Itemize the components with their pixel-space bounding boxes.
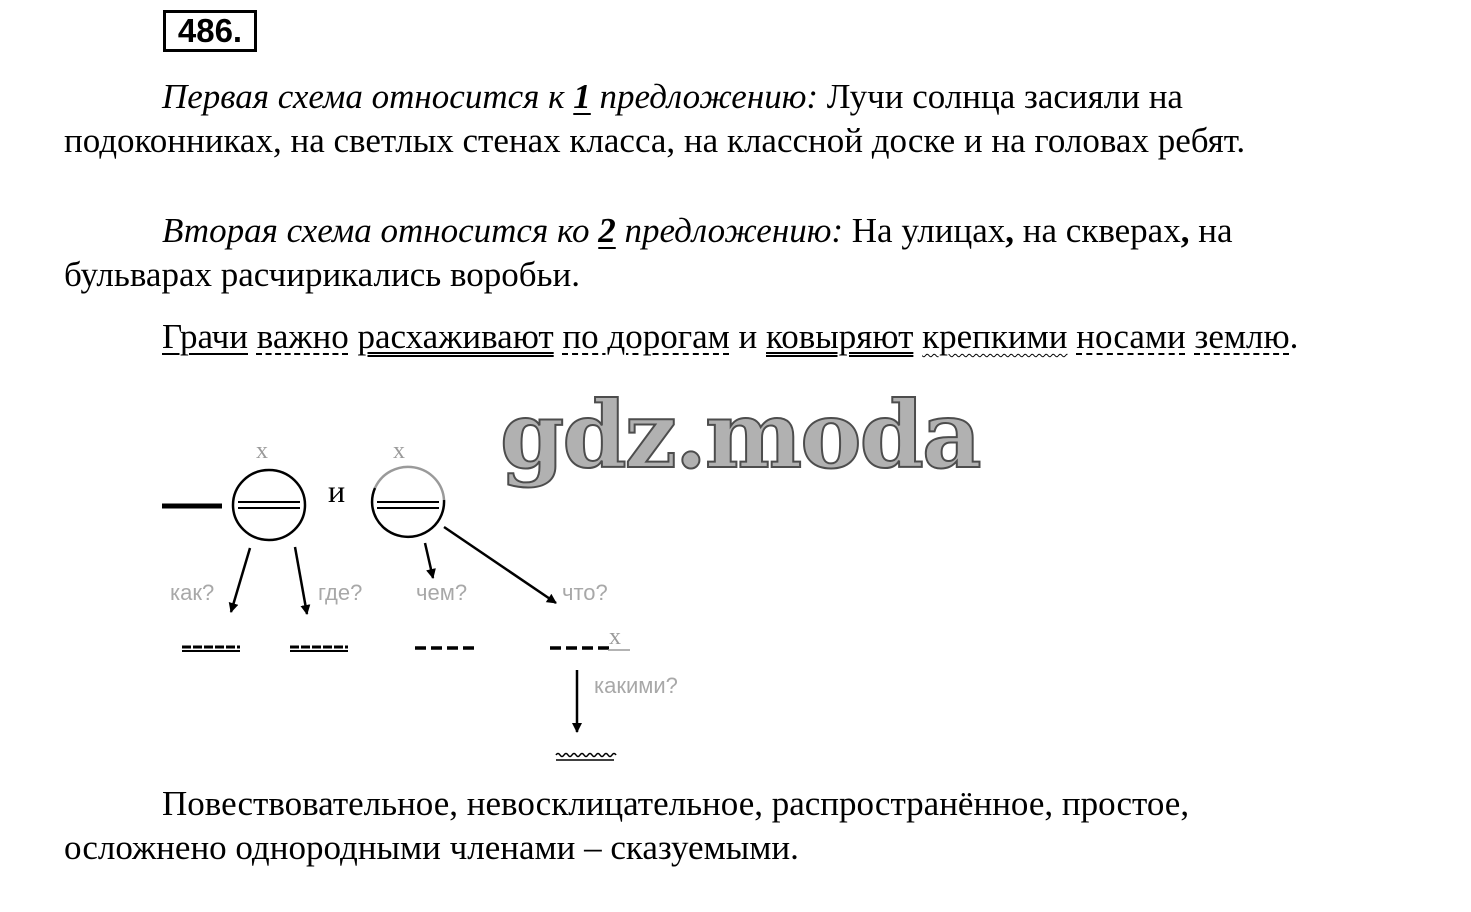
conjunction-label: и [328, 473, 346, 509]
x-mark-1: х [256, 438, 268, 464]
parsed-sentence: Грачи важно расхаживают по дорогам и ковыряют крепкими носами землю. [162, 317, 1299, 356]
question-what: что? [562, 580, 608, 605]
object-word-2: землю [1194, 317, 1290, 356]
predicate-word-1: расхаживают [357, 317, 554, 356]
question-where: где? [318, 580, 363, 605]
subject-word: Грачи [162, 317, 248, 356]
question-how: как? [170, 580, 215, 605]
scheme1-lead: Первая схема относится к 1 предложению: [162, 77, 819, 116]
question-which: какими? [594, 673, 678, 698]
adverbial-line-2 [290, 647, 348, 651]
x-mark-3: х [609, 624, 621, 650]
arrow-how [231, 548, 250, 612]
adverbial-word: важно [256, 317, 349, 356]
x-mark-2: х [393, 438, 405, 464]
object-word-1: носами [1076, 317, 1186, 356]
predicate-circle-1 [233, 470, 305, 540]
task-number: 486. [163, 10, 257, 52]
scheme1-number: 1 [573, 77, 591, 116]
predicate-word-2: ковыряют [766, 317, 914, 356]
question-with-what: чем? [416, 580, 468, 605]
conclusion-paragraph: Повествовательное, невосклицательное, распространённое, простое, осложнено однородными членами – сказуемыми. [64, 784, 1190, 867]
scheme2-lead: Вторая схема относится ко 2 предложению: [162, 211, 844, 250]
arrow-where [295, 547, 307, 614]
adverbial-place: по дорогам [562, 317, 730, 356]
scheme1-sentence: Лучи солнца засияли на подоконниках, на светлых стенах класса, на классной доске и на головах ребят. [64, 77, 1246, 160]
scheme2-sentence: На улицах, на скверах, на бульварах расчирикались воробьи. [64, 211, 1233, 294]
attribute-word: крепкими [922, 317, 1068, 356]
attribute-line [556, 754, 616, 761]
adverbial-line-1 [182, 647, 240, 651]
arrow-with-what [425, 543, 433, 578]
scheme2-number: 2 [598, 211, 616, 250]
watermark-logo: gdz.moda [500, 381, 980, 489]
conjunction-word: и [738, 317, 758, 356]
predicate-circle-2 [372, 467, 444, 537]
